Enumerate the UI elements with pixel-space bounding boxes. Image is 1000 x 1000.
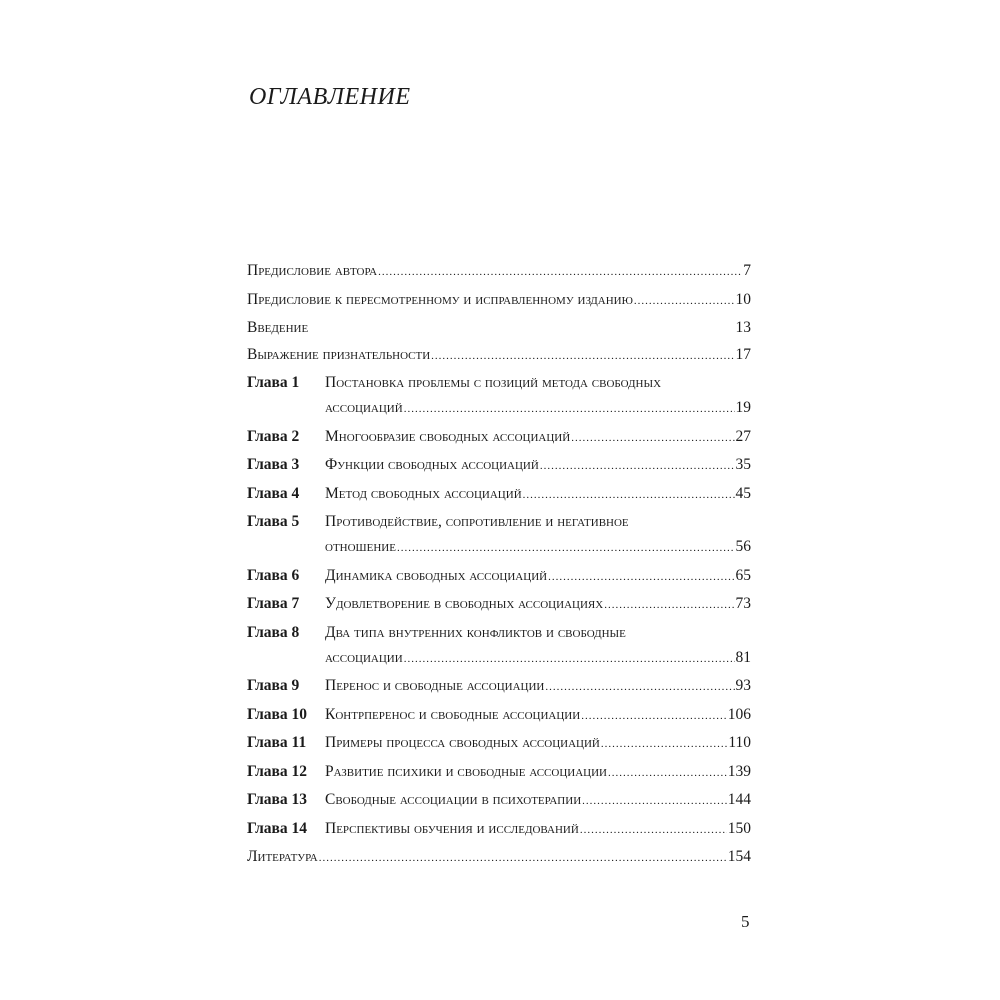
toc-entry <box>247 620 751 672</box>
entry-page-number: 73 <box>735 595 751 612</box>
entry-content <box>325 424 751 451</box>
entry-line <box>247 258 751 285</box>
entry-line <box>325 591 751 618</box>
dot-leader <box>548 565 734 590</box>
dot-leader <box>581 704 727 729</box>
toc-entry <box>247 315 751 340</box>
entry-title: ассоциаций <box>325 399 403 416</box>
page-number: 5 <box>741 912 750 931</box>
entry-title: Два типа внутренних конфликтов и свободные <box>325 623 626 641</box>
toc-entry <box>247 509 751 561</box>
entry-content <box>325 591 751 618</box>
entry-content <box>325 816 751 843</box>
dot-leader <box>604 593 734 618</box>
chapter-label: Глава 2 <box>247 427 300 445</box>
entry-content <box>325 481 751 508</box>
entry-title: Предисловие автора <box>247 262 378 279</box>
entry-line <box>325 563 751 590</box>
table-of-contents <box>247 258 751 873</box>
entry-content <box>325 702 751 729</box>
entry-line <box>247 844 751 871</box>
entry-page-number: 35 <box>735 456 751 473</box>
entry-title: Противодействие, сопротивление и негативное <box>325 513 629 530</box>
entry-page-number: 139 <box>727 762 751 780</box>
entry-content <box>325 509 751 561</box>
chapter-label: Глава 4 <box>247 484 300 502</box>
entry-content <box>325 563 751 590</box>
entry-line <box>325 702 751 729</box>
entry-title: отношение <box>325 538 396 555</box>
entry-page-number: 150 <box>727 819 751 837</box>
entry-content <box>325 673 751 700</box>
chapter-label: Глава 10 <box>247 705 308 723</box>
entry-title: Предисловие к пересмотренному и исправленному изданию <box>247 290 633 308</box>
entry-line <box>325 452 751 479</box>
entry-line <box>325 534 751 561</box>
entry-content <box>325 787 751 814</box>
entry-title: Многообразие свободных ассоциаций <box>325 427 571 445</box>
entry-line <box>247 342 751 369</box>
entry-title: Введение <box>247 319 309 336</box>
chapter-label: Глава 13 <box>247 791 308 808</box>
dot-leader <box>404 647 735 672</box>
entry-title: Динамика свободных ассоциаций <box>325 566 548 584</box>
entry-title: Перенос и свободные ассоциации <box>325 677 545 694</box>
entry-page-number: 13 <box>735 319 751 336</box>
chapter-label: Глава 6 <box>247 566 300 584</box>
entry-page-number: 10 <box>735 290 751 308</box>
toc-entry <box>247 844 751 871</box>
chapter-label: Глава 12 <box>247 762 308 780</box>
toc-entry <box>247 787 751 814</box>
dot-leader <box>404 397 735 422</box>
entry-title: Удовлетворение в свободных ассоциациях <box>325 595 604 612</box>
entry-content <box>325 730 751 757</box>
entry-page-number: 144 <box>727 791 751 808</box>
dot-leader <box>580 818 727 843</box>
entry-line <box>325 509 751 534</box>
chapter-label: Глава 7 <box>247 595 300 612</box>
toc-entry <box>247 591 751 618</box>
entry-line <box>325 620 751 645</box>
dot-leader <box>608 761 727 786</box>
entry-page-number: 110 <box>728 734 751 751</box>
toc-entry <box>247 730 751 757</box>
entry-title: Свободные ассоциации в психотерапии <box>325 791 582 808</box>
entry-content <box>325 452 751 479</box>
entry-page-number: 65 <box>735 566 751 584</box>
entry-page-number: 81 <box>735 648 751 666</box>
chapter-label: Глава 11 <box>247 734 307 751</box>
toc-entry <box>247 424 751 451</box>
entry-line <box>325 816 751 843</box>
entry-content <box>247 844 751 871</box>
entry-page-number: 45 <box>735 484 751 502</box>
toc-entry <box>247 258 751 285</box>
toc-entry <box>247 759 751 786</box>
dot-leader <box>601 732 727 757</box>
dot-leader <box>523 483 735 508</box>
entry-title: Контрперенос и свободные ассоциации <box>325 705 581 723</box>
entry-line <box>325 395 751 422</box>
entry-content <box>247 315 751 340</box>
chapter-label: Глава 5 <box>247 513 300 530</box>
entry-line <box>247 287 751 314</box>
entry-title: Развитие психики и свободные ассоциации <box>325 762 607 780</box>
entry-title: Постановка проблемы с позиций метода свободных <box>325 374 662 391</box>
entry-line <box>325 759 751 786</box>
dot-leader <box>378 260 742 285</box>
entry-line <box>325 787 751 814</box>
entry-title: Перспективы обучения и исследований <box>325 819 579 837</box>
entry-content <box>325 759 751 786</box>
chapter-label: Глава 14 <box>247 819 308 837</box>
entry-line <box>325 424 751 451</box>
dot-leader <box>319 846 727 871</box>
dot-leader <box>582 789 727 814</box>
toc-title: ОГЛАВЛЕНИЕ <box>249 84 411 110</box>
entry-page-number: 7 <box>743 262 751 279</box>
entry-page-number: 106 <box>727 705 751 723</box>
dot-leader <box>540 454 735 479</box>
entry-title: Выражение признательности <box>247 345 431 363</box>
entry-content <box>247 258 751 285</box>
entry-title: Примеры процесса свободных ассоциаций <box>325 734 600 751</box>
dot-leader <box>431 344 734 369</box>
entry-line <box>325 673 751 700</box>
entry-content <box>247 287 751 314</box>
chapter-label: Глава 9 <box>247 677 300 694</box>
toc-entry <box>247 342 751 369</box>
toc-entry <box>247 452 751 479</box>
entry-content <box>325 370 751 422</box>
entry-page-number: 27 <box>735 427 751 445</box>
entry-line <box>325 645 751 672</box>
entry-page-number: 154 <box>727 848 751 865</box>
chapter-label: Глава 1 <box>247 374 300 391</box>
entry-page-number: 93 <box>735 677 751 694</box>
toc-entry <box>247 481 751 508</box>
entry-line <box>325 370 751 395</box>
entry-line <box>247 315 751 340</box>
toc-entry <box>247 816 751 843</box>
dot-leader <box>397 536 735 561</box>
toc-entry <box>247 702 751 729</box>
entry-page-number: 56 <box>735 538 751 555</box>
toc-entry <box>247 287 751 314</box>
chapter-label: Глава 8 <box>247 623 300 641</box>
entry-title: Метод свободных ассоциаций <box>325 484 522 502</box>
entry-title: Литература <box>247 848 318 865</box>
entry-page-number: 17 <box>735 345 751 363</box>
dot-leader <box>571 426 734 451</box>
entry-title: Функции свободных ассоциаций <box>325 456 539 473</box>
toc-entry <box>247 673 751 700</box>
dot-leader <box>634 289 735 314</box>
toc-entry <box>247 563 751 590</box>
entry-content <box>325 620 751 672</box>
entry-line <box>325 730 751 757</box>
entry-title: ассоциации <box>325 648 403 666</box>
chapter-label: Глава 3 <box>247 456 300 473</box>
entry-page-number: 19 <box>735 399 751 416</box>
entry-content <box>247 342 751 369</box>
toc-entry <box>247 370 751 422</box>
dot-leader <box>545 675 734 700</box>
entry-line <box>325 481 751 508</box>
